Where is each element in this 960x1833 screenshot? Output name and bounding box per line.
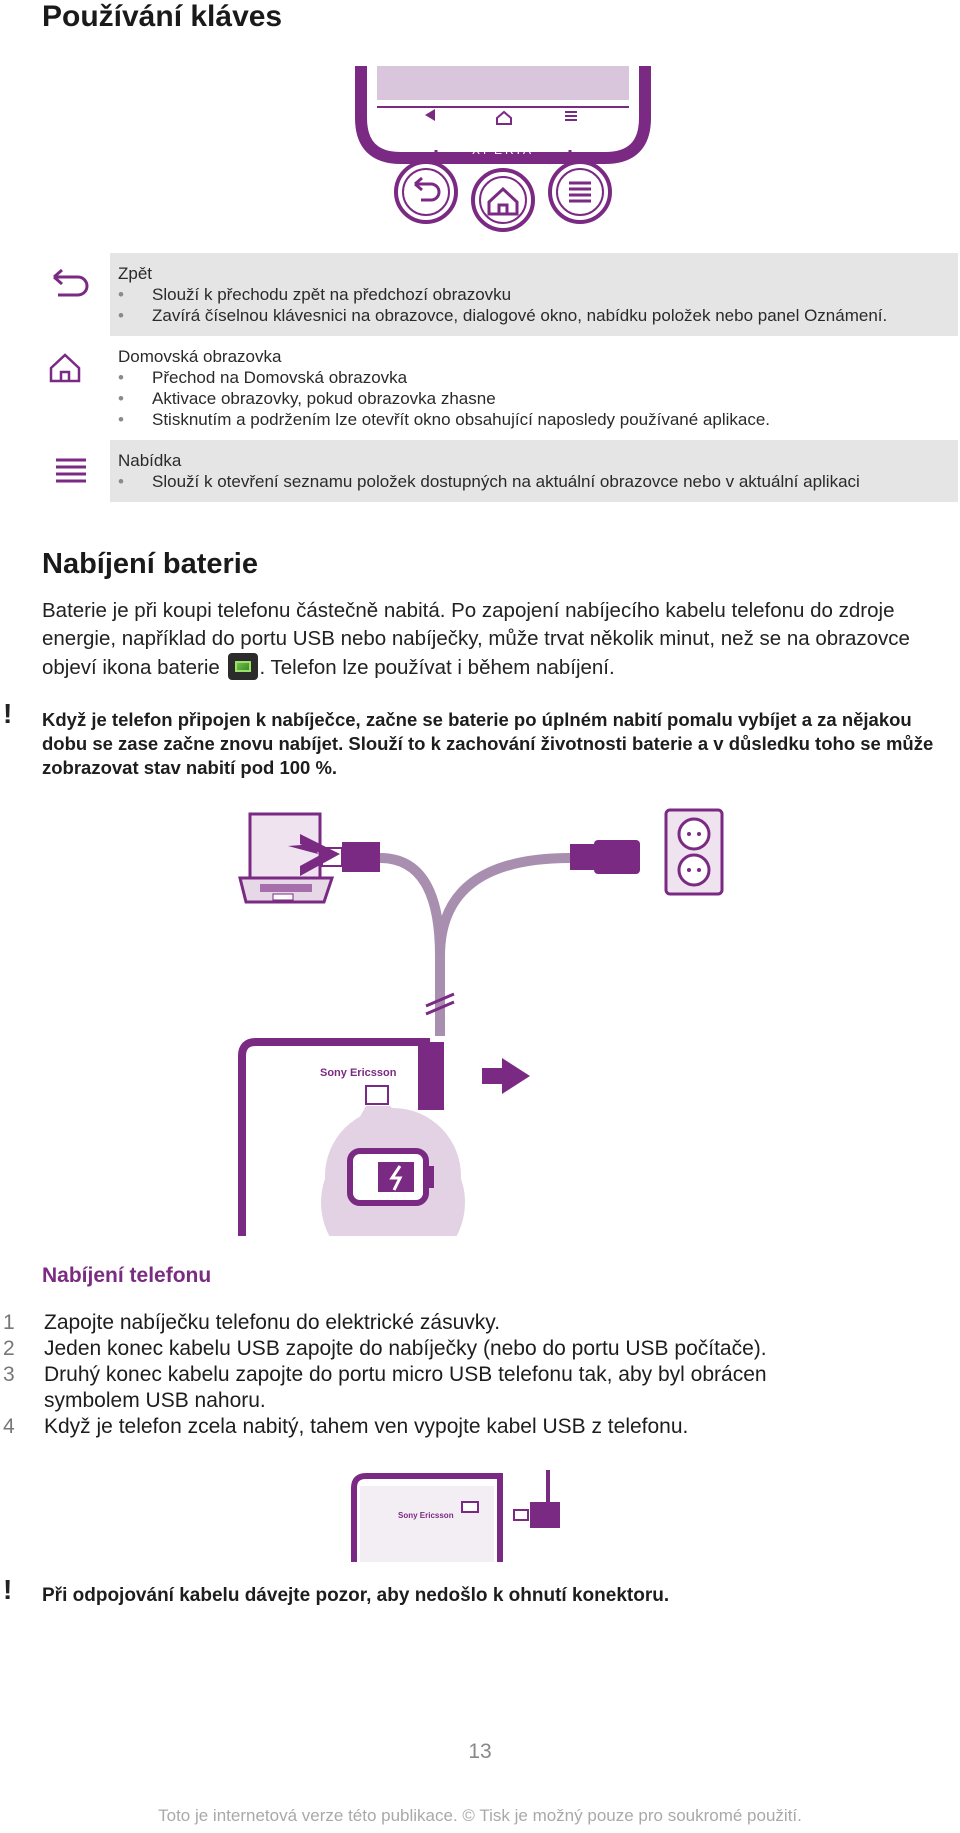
step-number: 2 [3, 1337, 15, 1360]
step-item [3, 1336, 953, 1362]
unplug-phone-brand: Sony Ericsson [398, 1511, 454, 1520]
charging-illustration [230, 806, 750, 1236]
unplug-illustration [350, 1466, 586, 1562]
key-bullet: • Přechod na Domovská obrazovka [118, 367, 948, 388]
battery-intro [42, 597, 952, 682]
step-number: 1 [3, 1311, 15, 1334]
warning-icon: ! [3, 698, 13, 729]
key-heading-back: Zpět [118, 264, 153, 283]
menu-icon [42, 452, 98, 492]
key-description-table [40, 253, 958, 502]
battery-charging-icon [228, 653, 258, 680]
phone-keys-illustration [355, 66, 651, 238]
battery-warning: Když je telefon připojen k nabíječce, začne se baterie po úplném nabití pomalu vybíjet a za nějakou dobu se zase začne znovu nabíjet. Slouží to k zachování životnosti baterie a v důsledku toho se může zobrazovat stav nabití pod 100 %. [42, 709, 934, 778]
charging-steps-list [3, 1310, 953, 1440]
step-text: Jeden konec kabelu USB zapojte do nabíječky (nebo do portu USB počítače). [44, 1337, 767, 1360]
key-bullet: • Zavírá číselnou klávesnici na obrazovce, dialogové okno, nabídku položek nebo panel Oznámení. [118, 305, 948, 326]
key-row-home [40, 336, 958, 440]
section-title-battery: Nabíjení baterie [42, 548, 258, 580]
steps-title: Nabíjení telefonu [42, 1264, 212, 1287]
key-bullet: • Stisknutím a podržením lze otevřít okno obsahující naposledy používané aplikace. [118, 409, 948, 430]
key-bullet: • Aktivace obrazovky, pokud obrazovka zhasne [118, 388, 948, 409]
step-item [3, 1310, 953, 1336]
key-row-back [40, 253, 958, 336]
step-text: Zapojte nabíječku telefonu do elektrické zásuvky. [44, 1311, 501, 1334]
wall-socket-illustration [666, 810, 722, 894]
key-bullet: • Slouží k otevření seznamu položek dostupných na aktuální obrazovce nebo v aktuální aplikaci [118, 471, 948, 492]
step-number: 4 [3, 1415, 15, 1438]
battery-intro-text-end: . Telefon lze používat i během nabíjení. [259, 656, 615, 679]
step-text: Druhý konec kabelu zapojte do portu micro USB telefonu tak, aby byl obrácen symbolem USB nahoru. [44, 1363, 767, 1412]
device-brand: XPERIA [471, 143, 535, 157]
step-item [3, 1362, 864, 1414]
key-heading-menu: Nabídka [118, 451, 182, 470]
section-title-keys: Používání kláves [42, 0, 283, 33]
step-number: 3 [3, 1363, 15, 1386]
key-heading-home: Domovská obrazovka [118, 347, 282, 366]
unplug-warning: Při odpojování kabelu dávejte pozor, aby nedošlo k ohnutí konektoru. [42, 1585, 670, 1606]
battery-intro-text: Baterie je při koupi telefonu částečně nabitá. Po zapojení nabíjecího kabelu telefonu do zdroje energie, například do portu USB nebo nabíječky, může trvat několik minut, než se na obrazovce objeví ikona baterie [42, 599, 910, 679]
step-item [3, 1414, 953, 1440]
phone-brand: Sony Ericsson [320, 1067, 397, 1079]
footer-note: Toto je internetová verze této publikace. © Tisk je možný pouze pro soukromé použití. [158, 1806, 802, 1825]
warning-icon: ! [3, 1574, 13, 1605]
page-number: 13 [468, 1740, 492, 1763]
key-row-menu [40, 440, 958, 502]
key-bullet: • Slouží k přechodu zpět na předchozí obrazovku [118, 284, 948, 305]
step-text: Když je telefon zcela nabitý, tahem ven vypojte kabel USB z telefonu. [44, 1415, 689, 1438]
back-icon [42, 265, 98, 305]
home-icon [42, 348, 98, 388]
